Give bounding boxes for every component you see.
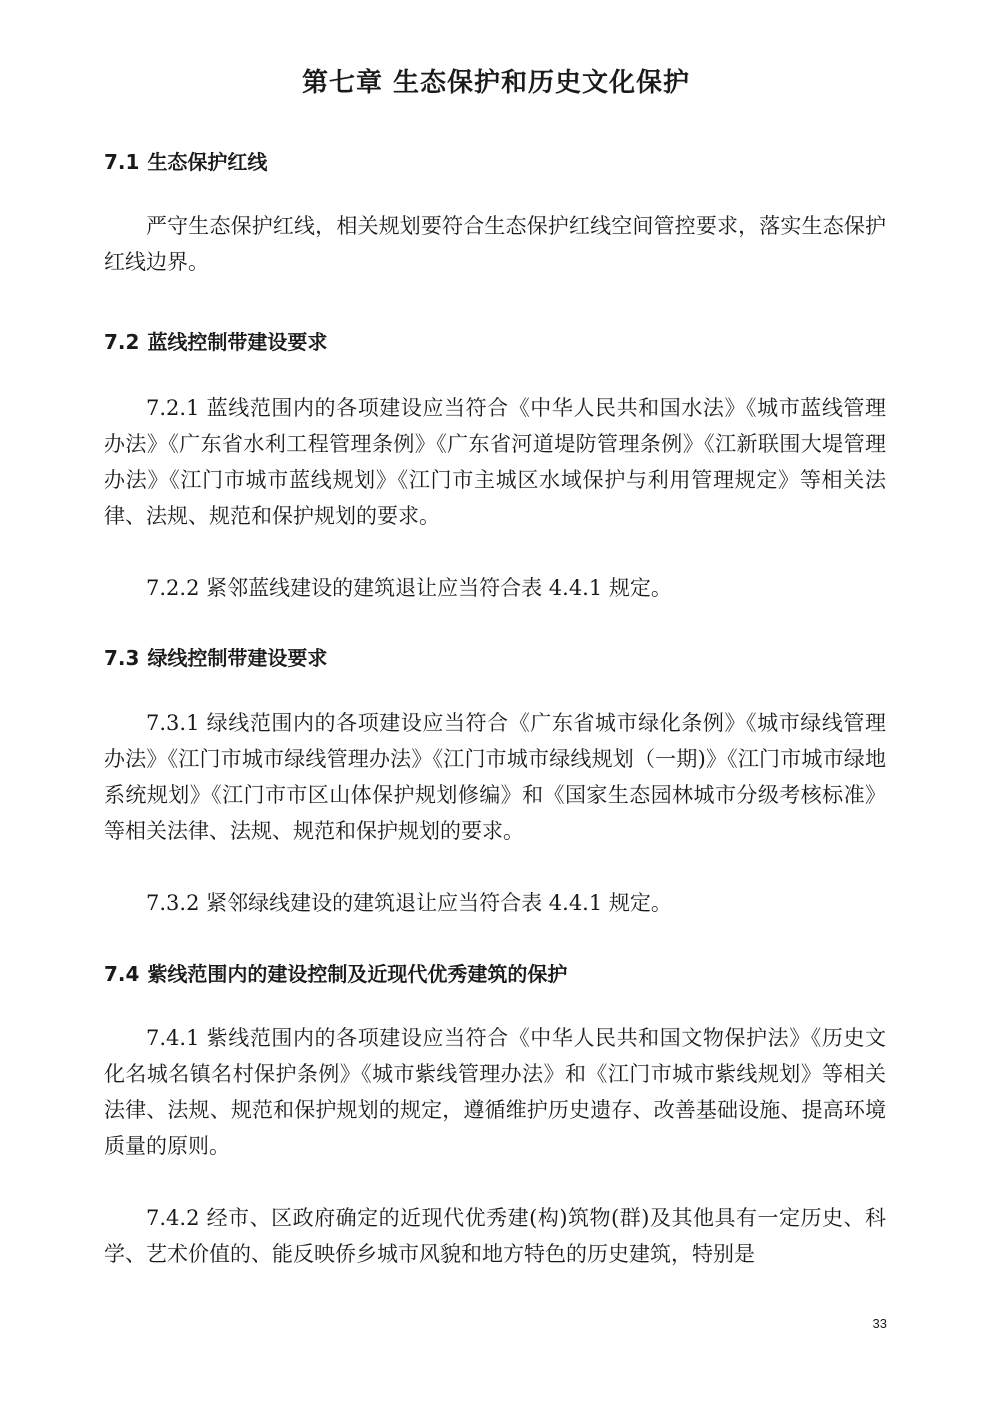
paragraph-7-2-1: 7.2.1 蓝线范围内的各项建设应当符合《中华人民共和国水法》《城市蓝线管理办法》《广东省水利工程管理条例》《广东省河道堤防管理条例》《江新联围大堤管理办法》《江门市城市蓝线规划》《江门市主城区水域保护与利用管理规定》等相关法律、法规、规范和保护规划的要求。 (104, 396, 886, 528)
paragraph-7-4-2: 7.4.2 经市、区政府确定的近现代优秀建(构)筑物(群)及其他具有一定历史、科学、艺术价值的、能反映侨乡城市风貌和地方特色的历史建筑，特别是 (104, 1206, 886, 1266)
page-number: 33 (872, 1316, 887, 1331)
section-heading-7-2 (104, 326, 327, 355)
section-title: 绿线控制带建设要求 (147, 646, 328, 670)
section-title: 紫线范围内的建设控制及近现代优秀建筑的保护 (147, 962, 568, 986)
paragraph-7-2-2: 7.2.2 紧邻蓝线建设的建筑退让应当符合表 4.4.1 规定。 (146, 576, 672, 600)
section-title: 生态保护红线 (147, 150, 268, 174)
paragraph-7-3-1: 7.3.1 绿线范围内的各项建设应当符合《广东省城市绿化条例》《城市绿线管理办法》《江门市城市绿线管理办法》《江门市城市绿线规划（一期)》《江门市城市绿地系统规划》《江门市市区山体保护规划修编》和《国家生态园林城市分级考核标准》等相关法律、法规、规范和保护规划的要求。 (104, 711, 886, 843)
paragraph-7-3-2: 7.3.2 紧邻绿线建设的建筑退让应当符合表 4.4.1 规定。 (146, 891, 672, 915)
section-number: 7.3 (104, 646, 140, 670)
section-number: 7.4 (104, 962, 140, 986)
section-number: 7.2 (104, 330, 140, 354)
paragraph-7-4-1: 7.4.1 紫线范围内的各项建设应当符合《中华人民共和国文物保护法》《历史文化名城名镇名村保护条例》《城市紫线管理办法》和《江门市城市紫线规划》等相关法律、法规、规范和保护规划的规定，遵循维护历史遗存、改善基础设施、提高环境质量的原则。 (104, 1026, 886, 1158)
section-number: 7.1 (104, 150, 140, 174)
section-heading-7-1 (104, 146, 267, 175)
paragraph-7-1: 严守生态保护红线，相关规划要符合生态保护红线空间管控要求，落实生态保护红线边界。 (104, 214, 886, 274)
section-title: 蓝线控制带建设要求 (147, 330, 328, 354)
section-heading-7-4 (104, 958, 567, 987)
chapter-title: 第七章 生态保护和历史文化保护 (301, 68, 691, 98)
section-heading-7-3 (104, 642, 327, 671)
